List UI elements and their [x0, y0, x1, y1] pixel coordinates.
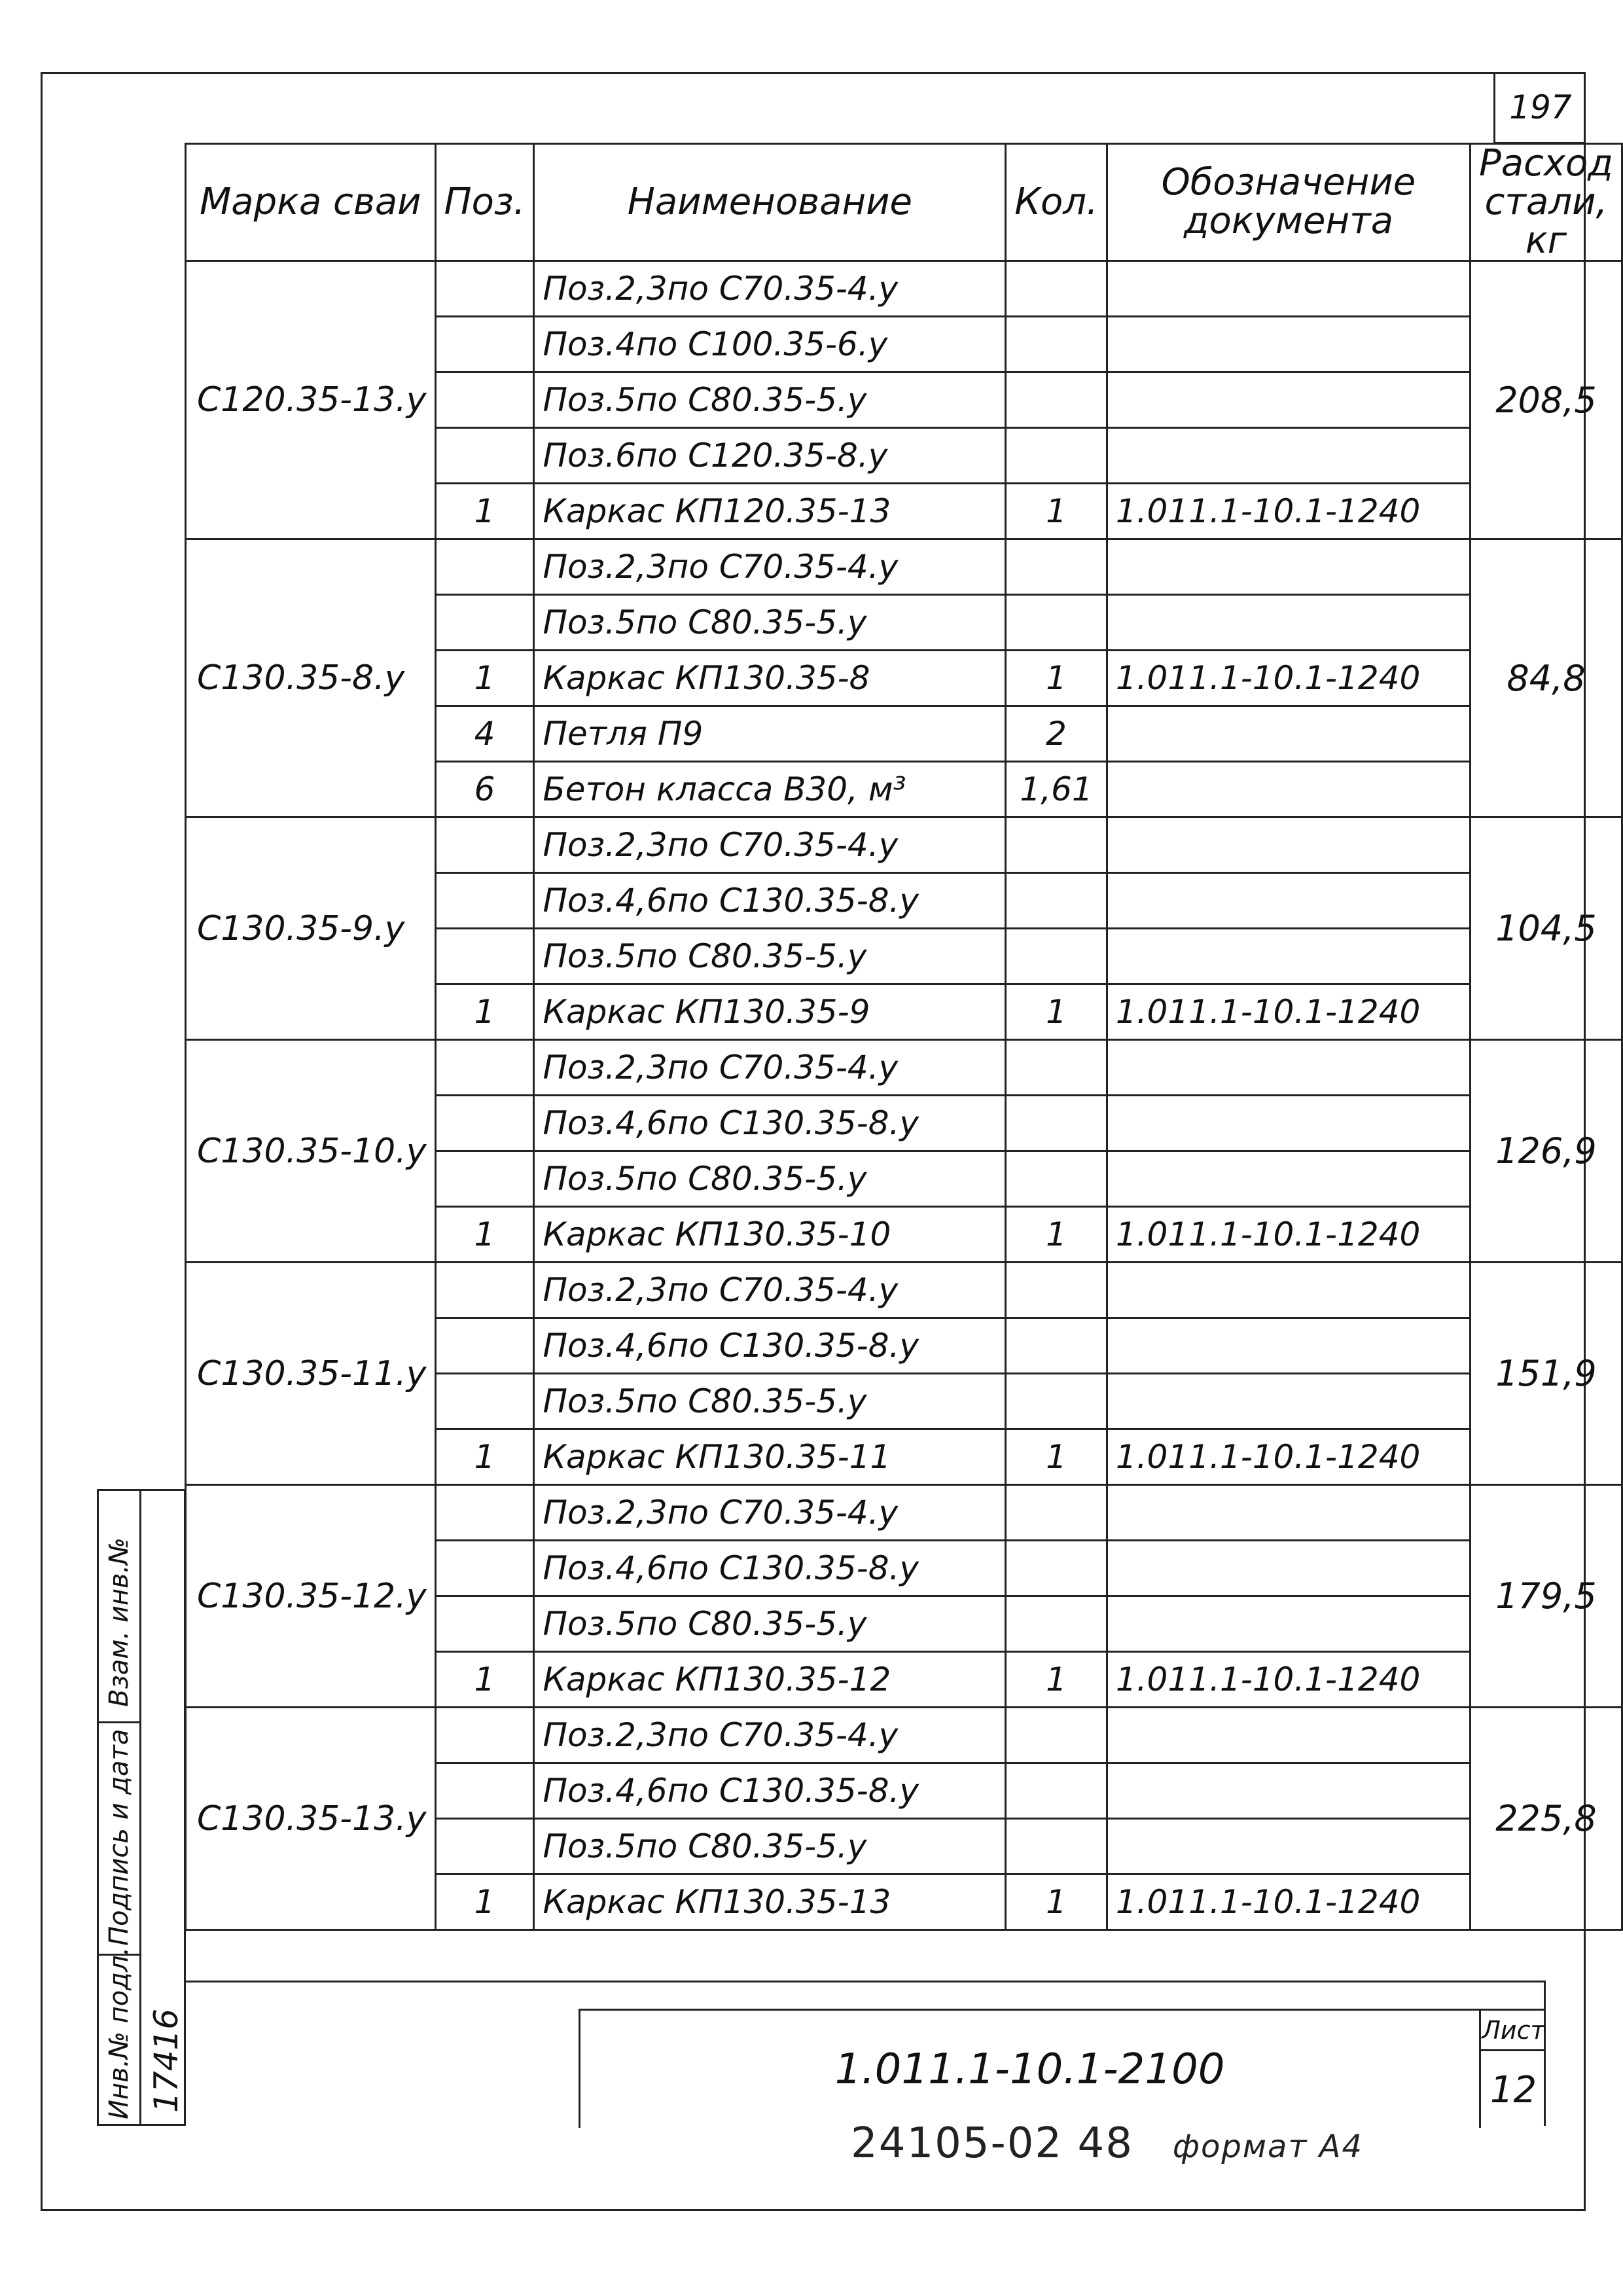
document-cell	[1107, 1318, 1470, 1374]
table-row	[186, 1040, 1622, 1096]
quantity-cell	[1006, 1263, 1107, 1318]
position-cell	[435, 261, 534, 317]
quantity-cell: 2	[1006, 706, 1107, 762]
inv-no-value: 17416	[147, 2008, 185, 2113]
document-cell	[1107, 595, 1470, 651]
name-cell: Поз.2,3по С70.35-4.у	[534, 1263, 1006, 1318]
table-row	[186, 817, 1622, 873]
position-cell	[435, 1819, 534, 1874]
name-cell: Поз.5по С80.35-5.у	[534, 1596, 1006, 1652]
archive-line	[851, 2119, 1363, 2168]
name-cell: Поз.5по С80.35-5.у	[534, 929, 1006, 984]
name-cell: Поз.4,6по С130.35-8.у	[534, 1541, 1006, 1596]
position-cell	[435, 1263, 534, 1318]
quantity-cell	[1006, 1374, 1107, 1429]
position-cell: 1	[435, 651, 534, 706]
name-cell: Поз.5по С80.35-5.у	[534, 595, 1006, 651]
quantity-cell	[1006, 1596, 1107, 1652]
quantity-cell: 1,61	[1006, 762, 1107, 817]
specification-body	[186, 261, 1622, 1930]
quantity-cell	[1006, 261, 1107, 317]
quantity-cell: 1	[1006, 1874, 1107, 1930]
name-cell: Поз.2,3по С70.35-4.у	[534, 539, 1006, 595]
document-cell	[1107, 929, 1470, 984]
document-cell	[1107, 817, 1470, 873]
side-stamp	[97, 1489, 186, 2126]
page-number: 197	[1493, 72, 1586, 144]
table-row	[186, 261, 1622, 317]
stamp-column-separator	[139, 1491, 141, 2124]
position-cell	[435, 1374, 534, 1429]
document-cell	[1107, 428, 1470, 484]
document-cell	[1107, 1541, 1470, 1596]
header-steel: Расход стали, кг	[1470, 144, 1622, 261]
document-cell	[1107, 1263, 1470, 1318]
replace-label: Взам. инв.№	[104, 1537, 134, 1707]
name-cell: Петля П9	[534, 706, 1006, 762]
quantity-cell	[1006, 817, 1107, 873]
table-header-row	[186, 144, 1622, 261]
name-cell: Поз.6по С120.35-8.у	[534, 428, 1006, 484]
document-cell	[1107, 372, 1470, 428]
position-cell	[435, 595, 534, 651]
document-cell	[1107, 1763, 1470, 1819]
name-cell: Поз.4,6по С130.35-8.у	[534, 1763, 1006, 1819]
document-cell	[1107, 1040, 1470, 1096]
steel-consumption-cell: 225,8	[1470, 1708, 1622, 1930]
name-cell: Каркас КП130.35-9	[534, 984, 1006, 1040]
name-cell: Каркас КП120.35-13	[534, 484, 1006, 539]
position-cell: 4	[435, 706, 534, 762]
name-cell: Поз.4,6по С130.35-8.у	[534, 873, 1006, 929]
name-cell: Поз.2,3по С70.35-4.у	[534, 1040, 1006, 1096]
quantity-cell	[1006, 929, 1107, 984]
document-cell: 1.011.1-10.1-1240	[1107, 1429, 1470, 1485]
document-cell: 1.011.1-10.1-1240	[1107, 1874, 1470, 1930]
table-row	[186, 539, 1622, 595]
position-cell	[435, 539, 534, 595]
quantity-cell	[1006, 317, 1107, 372]
position-cell	[435, 1318, 534, 1374]
position-cell	[435, 428, 534, 484]
table-row	[186, 1485, 1622, 1541]
signature-label: Подпись и дата	[104, 1729, 134, 1946]
quantity-cell	[1006, 873, 1107, 929]
pile-mark-cell: С130.35-8.у	[186, 539, 436, 817]
document-cell	[1107, 706, 1470, 762]
name-cell: Каркас КП130.35-12	[534, 1652, 1006, 1708]
pile-mark-cell: С130.35-9.у	[186, 817, 436, 1040]
quantity-cell	[1006, 539, 1107, 595]
pile-mark-cell: С130.35-11.у	[186, 1263, 436, 1485]
name-cell: Поз.4,6по С130.35-8.у	[534, 1318, 1006, 1374]
title-block	[185, 1981, 1546, 2126]
position-cell	[435, 1596, 534, 1652]
quantity-cell	[1006, 1819, 1107, 1874]
document-cell	[1107, 1485, 1470, 1541]
position-cell	[435, 873, 534, 929]
name-cell: Поз.5по С80.35-5.у	[534, 1151, 1006, 1207]
position-cell	[435, 1151, 534, 1207]
name-cell: Поз.5по С80.35-5.у	[534, 1374, 1006, 1429]
name-cell: Каркас КП130.35-10	[534, 1207, 1006, 1263]
document-cell: 1.011.1-10.1-1240	[1107, 484, 1470, 539]
position-cell	[435, 372, 534, 428]
format-label: формат А4	[1172, 2128, 1363, 2165]
document-cell: 1.011.1-10.1-1240	[1107, 651, 1470, 706]
sheet-label: Лист	[1481, 2011, 1546, 2051]
pile-mark-cell: С130.35-13.у	[186, 1708, 436, 1930]
sheet-number: 12	[1489, 2069, 1537, 2111]
document-code: 1.011.1-10.1-2100	[579, 2009, 1479, 2128]
quantity-cell	[1006, 1318, 1107, 1374]
specification-table	[185, 143, 1623, 1931]
header-mark: Марка сваи	[186, 144, 436, 261]
quantity-cell	[1006, 1708, 1107, 1763]
name-cell: Поз.5по С80.35-5.у	[534, 372, 1006, 428]
name-cell: Бетон класса В30, м³	[534, 762, 1006, 817]
position-cell	[435, 1096, 534, 1151]
document-cell	[1107, 539, 1470, 595]
position-cell	[435, 929, 534, 984]
name-cell: Поз.2,3по С70.35-4.у	[534, 1485, 1006, 1541]
header-doc: Обозначение документа	[1107, 144, 1470, 261]
pile-mark-cell: С120.35-13.у	[186, 261, 436, 539]
steel-consumption-cell: 179,5	[1470, 1485, 1622, 1708]
quantity-cell	[1006, 1763, 1107, 1819]
quantity-cell	[1006, 595, 1107, 651]
steel-consumption-cell: 84,8	[1470, 539, 1622, 817]
position-cell	[435, 1708, 534, 1763]
stamp-replace-cell	[99, 1491, 139, 1723]
header-name: Наименование	[534, 144, 1006, 261]
document-cell	[1107, 317, 1470, 372]
pile-mark-cell: С130.35-12.у	[186, 1485, 436, 1708]
quantity-cell	[1006, 372, 1107, 428]
position-cell	[435, 1541, 534, 1596]
position-cell	[435, 317, 534, 372]
document-cell	[1107, 762, 1470, 817]
quantity-cell	[1006, 428, 1107, 484]
position-cell: 1	[435, 1652, 534, 1708]
position-cell: 1	[435, 484, 534, 539]
table-row	[186, 1263, 1622, 1318]
quantity-cell: 1	[1006, 1652, 1107, 1708]
steel-consumption-cell: 208,5	[1470, 261, 1622, 539]
document-cell	[1107, 1596, 1470, 1652]
position-cell	[435, 817, 534, 873]
position-cell: 1	[435, 1874, 534, 1930]
document-cell	[1107, 1819, 1470, 1874]
name-cell: Поз.5по С80.35-5.у	[534, 1819, 1006, 1874]
inv-no-label: Инв.№ подл.	[104, 1946, 134, 2119]
header-qty: Кол.	[1006, 144, 1107, 261]
position-cell: 1	[435, 1207, 534, 1263]
quantity-cell	[1006, 1096, 1107, 1151]
position-cell	[435, 1485, 534, 1541]
name-cell: Поз.2,3по С70.35-4.у	[534, 261, 1006, 317]
position-cell: 1	[435, 1429, 534, 1485]
quantity-cell: 1	[1006, 484, 1107, 539]
header-pos: Поз.	[435, 144, 534, 261]
document-cell	[1107, 261, 1470, 317]
name-cell: Каркас КП130.35-11	[534, 1429, 1006, 1485]
quantity-cell: 1	[1006, 651, 1107, 706]
document-cell	[1107, 1151, 1470, 1207]
stamp-inv-cell	[99, 1946, 139, 2126]
archive-number: 24105-02 48	[851, 2119, 1133, 2168]
steel-consumption-cell: 104,5	[1470, 817, 1622, 1040]
position-cell	[435, 1763, 534, 1819]
table-row	[186, 1708, 1622, 1763]
name-cell: Каркас КП130.35-8	[534, 651, 1006, 706]
position-cell	[435, 1040, 534, 1096]
document-cell	[1107, 1374, 1470, 1429]
position-cell: 1	[435, 984, 534, 1040]
document-cell	[1107, 873, 1470, 929]
quantity-cell	[1006, 1541, 1107, 1596]
document-cell	[1107, 1708, 1470, 1763]
pile-mark-cell: С130.35-10.у	[186, 1040, 436, 1263]
quantity-cell	[1006, 1485, 1107, 1541]
document-cell: 1.011.1-10.1-1240	[1107, 984, 1470, 1040]
document-cell: 1.011.1-10.1-1240	[1107, 1207, 1470, 1263]
steel-consumption-cell: 151,9	[1470, 1263, 1622, 1485]
document-cell	[1107, 1096, 1470, 1151]
quantity-cell	[1006, 1151, 1107, 1207]
name-cell: Поз.2,3по С70.35-4.у	[534, 1708, 1006, 1763]
steel-consumption-cell: 126,9	[1470, 1040, 1622, 1263]
quantity-cell	[1006, 1040, 1107, 1096]
sheet-cell	[1479, 2009, 1546, 2128]
stamp-signature-cell	[99, 1723, 139, 1956]
quantity-cell: 1	[1006, 1207, 1107, 1263]
name-cell: Поз.4по С100.35-6.у	[534, 317, 1006, 372]
name-cell: Каркас КП130.35-13	[534, 1874, 1006, 1930]
quantity-cell: 1	[1006, 984, 1107, 1040]
name-cell: Поз.4,6по С130.35-8.у	[534, 1096, 1006, 1151]
position-cell: 6	[435, 762, 534, 817]
quantity-cell: 1	[1006, 1429, 1107, 1485]
document-cell: 1.011.1-10.1-1240	[1107, 1652, 1470, 1708]
name-cell: Поз.2,3по С70.35-4.у	[534, 817, 1006, 873]
